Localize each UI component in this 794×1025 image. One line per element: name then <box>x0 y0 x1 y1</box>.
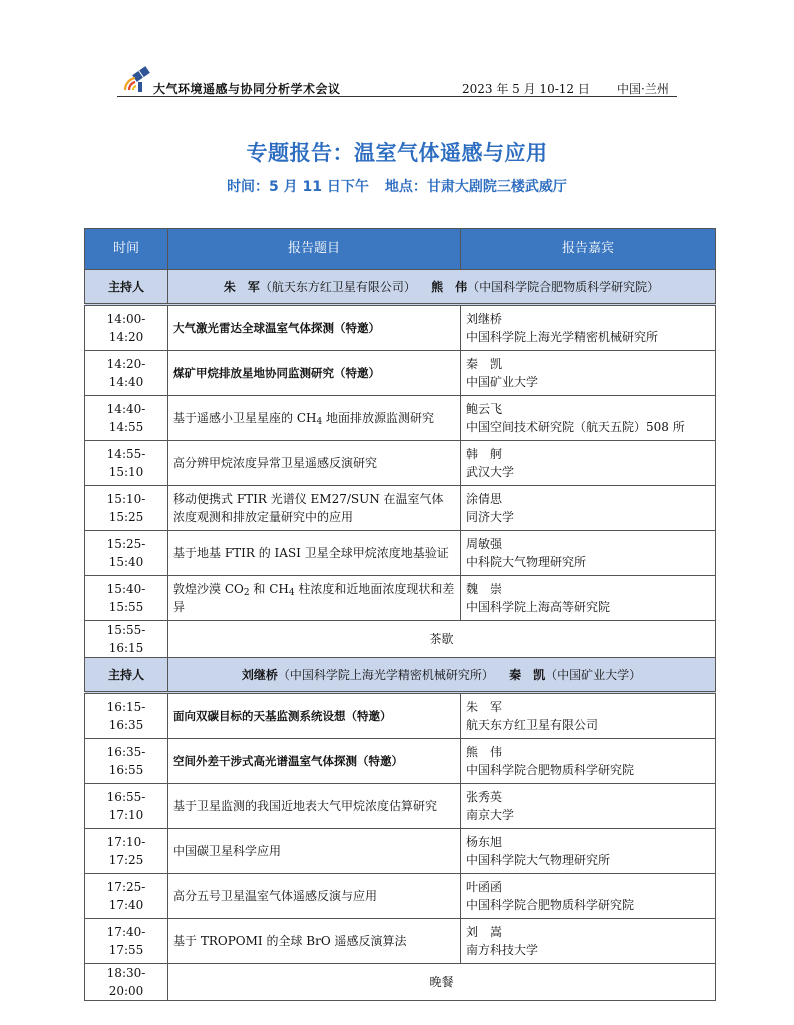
satellite-logo-icon <box>121 60 155 94</box>
speaker-name: 叶函函 <box>466 880 503 894</box>
table-row <box>85 829 716 874</box>
speaker-name: 张秀英 <box>466 790 503 804</box>
talk-speaker <box>461 396 716 441</box>
speaker-affiliation: 南方科技大学 <box>466 943 539 957</box>
talk-title: 空间外差干涉式高光谱温室气体探测（特邀） <box>168 739 461 784</box>
talk-time: 15:25-15:40 <box>85 531 168 576</box>
conference-date: 2023 年 5 月 10-12 日 <box>462 82 590 96</box>
speaker-affiliation: 中科院大气物理研究所 <box>466 555 587 569</box>
speaker-name: 刘 嵩 <box>466 925 503 939</box>
speaker-name: 周敏强 <box>466 537 503 551</box>
talk-title: 高分五号卫星温室气体遥感反演与应用 <box>168 874 461 919</box>
table-row <box>85 919 716 964</box>
table-row <box>85 351 716 396</box>
session-location: 地点：甘肃大剧院三楼武威厅 <box>384 179 567 195</box>
host-affiliation: （中国科学院合肥物质科学研究院） <box>467 279 660 294</box>
host-affiliation: （中国矿业大学） <box>545 667 642 682</box>
speaker-affiliation: 航天东方红卫星有限公司 <box>466 718 599 732</box>
table-row <box>85 693 716 739</box>
conference-place: 中国·兰州 <box>617 82 669 96</box>
speaker-affiliation: 中国科学院合肥物质科学研究院 <box>466 763 635 777</box>
talk-speaker <box>461 531 716 576</box>
break-row <box>85 964 716 1001</box>
break-label: 晚餐 <box>168 964 716 1001</box>
talk-title: 基于遥感小卫星星座的 $CH_4$ 地面排放源监测研究 <box>168 396 461 441</box>
talk-speaker <box>461 486 716 531</box>
break-time: 18:30-20:00 <box>85 964 168 1001</box>
host-name: 刘继桥 <box>241 667 278 682</box>
talk-title: 基于地基 FTIR 的 IASI 卫星全球甲烷浓度地基验证 <box>168 531 461 576</box>
speaker-name: 秦 凯 <box>466 357 503 371</box>
talk-speaker <box>461 693 716 739</box>
talk-speaker <box>461 739 716 784</box>
talk-title: 中国碳卫星科学应用 <box>168 829 461 874</box>
talk-speaker <box>461 919 716 964</box>
host-name: 秦 凯 <box>509 667 546 682</box>
speaker-name: 杨东旭 <box>466 835 503 849</box>
host-row <box>85 658 716 693</box>
break-row <box>85 621 716 658</box>
column-header-time: 时间 <box>85 229 168 270</box>
talk-speaker <box>461 874 716 919</box>
talk-time: 16:55-17:10 <box>85 784 168 829</box>
talk-title: 基于卫星监测的我国近地表大气甲烷浓度估算研究 <box>168 784 461 829</box>
speaker-affiliation: 中国科学院上海高等研究院 <box>466 600 611 614</box>
speaker-affiliation: 中国科学院大气物理研究所 <box>466 853 611 867</box>
talk-title: 基于 TROPOMI 的全球 BrO 遥感反演算法 <box>168 919 461 964</box>
table-row <box>85 441 716 486</box>
talk-time: 14:55-15:10 <box>85 441 168 486</box>
talk-time: 15:10-15:25 <box>85 486 168 531</box>
speaker-name: 熊 伟 <box>466 745 503 759</box>
host-row <box>85 270 716 305</box>
break-label: 茶歇 <box>168 621 716 658</box>
talk-title: 煤矿甲烷排放星地协同监测研究（特邀） <box>168 351 461 396</box>
host-affiliation: （中国科学院上海光学精密机械研究所） <box>277 667 494 682</box>
speaker-affiliation: 武汉大学 <box>466 465 515 479</box>
column-header-topic: 报告题目 <box>168 229 461 270</box>
talk-time: 16:15-16:35 <box>85 693 168 739</box>
speaker-name: 朱 军 <box>466 700 503 714</box>
conference-name: 大气环境遥感与协同分析学术会议 <box>153 82 341 96</box>
page-title: 专题报告：温室气体遥感与应用 <box>246 141 548 165</box>
talk-time: 17:40-17:55 <box>85 919 168 964</box>
table-row <box>85 739 716 784</box>
talk-title: 移动便携式 FTIR 光谱仪 EM27/SUN 在温室气体浓度观测和排放定量研究中的应用 <box>168 486 461 531</box>
talk-time: 14:00-14:20 <box>85 305 168 351</box>
table-row <box>85 486 716 531</box>
talk-time: 16:35-16:55 <box>85 739 168 784</box>
speaker-affiliation: 中国空间技术研究院（航天五院）508 所 <box>466 420 685 434</box>
talk-time: 17:25-17:40 <box>85 874 168 919</box>
talk-speaker <box>461 784 716 829</box>
speaker-affiliation: 中国科学院合肥物质科学研究院 <box>466 898 635 912</box>
session-info <box>0 176 794 196</box>
host-name: 熊 伟 <box>431 279 468 294</box>
talk-title: 高分辨甲烷浓度异常卫星遥感反演研究 <box>168 441 461 486</box>
table-header-row <box>85 229 716 270</box>
talk-title: 大气激光雷达全球温室气体探测（特邀） <box>168 305 461 351</box>
talk-speaker <box>461 351 716 396</box>
session-time: 时间：5 月 11 日下午 <box>227 179 369 195</box>
speaker-name: 涂倩思 <box>466 492 503 506</box>
speaker-affiliation: 中国矿业大学 <box>466 375 539 389</box>
break-time: 15:55-16:15 <box>85 621 168 658</box>
talk-time: 14:20-14:40 <box>85 351 168 396</box>
talk-speaker <box>461 829 716 874</box>
schedule-table <box>84 228 716 1001</box>
table-row <box>85 531 716 576</box>
talk-speaker <box>461 305 716 351</box>
speaker-name: 刘继桥 <box>466 312 503 326</box>
talk-speaker <box>461 576 716 621</box>
talk-title: 敦煌沙漠 $CO_2$ 和 $CH_4$ 柱浓度和近地面浓度现状和差异 <box>168 576 461 621</box>
speaker-affiliation: 南京大学 <box>466 808 515 822</box>
host-affiliation: （航天东方红卫星有限公司） <box>259 279 416 294</box>
speaker-name: 韩 舸 <box>466 447 503 461</box>
speaker-name: 鲍云飞 <box>466 402 503 416</box>
table-row <box>85 576 716 621</box>
table-row <box>85 874 716 919</box>
speaker-name: 魏 崇 <box>466 582 503 596</box>
talk-time: 14:40-14:55 <box>85 396 168 441</box>
page-header <box>117 60 677 97</box>
talk-time: 15:40-15:55 <box>85 576 168 621</box>
speaker-affiliation: 同济大学 <box>466 510 515 524</box>
host-names <box>168 658 716 693</box>
table-row <box>85 396 716 441</box>
host-name: 朱 军 <box>223 279 260 294</box>
table-row <box>85 305 716 351</box>
column-header-speaker: 报告嘉宾 <box>461 229 716 270</box>
talk-speaker <box>461 441 716 486</box>
host-label: 主持人 <box>85 658 168 693</box>
host-names <box>168 270 716 305</box>
talk-title: 面向双碳目标的天基监测系统设想（特邀） <box>168 693 461 739</box>
speaker-affiliation: 中国科学院上海光学精密机械研究所 <box>466 330 659 344</box>
talk-time: 17:10-17:25 <box>85 829 168 874</box>
host-label: 主持人 <box>85 270 168 305</box>
table-row <box>85 784 716 829</box>
